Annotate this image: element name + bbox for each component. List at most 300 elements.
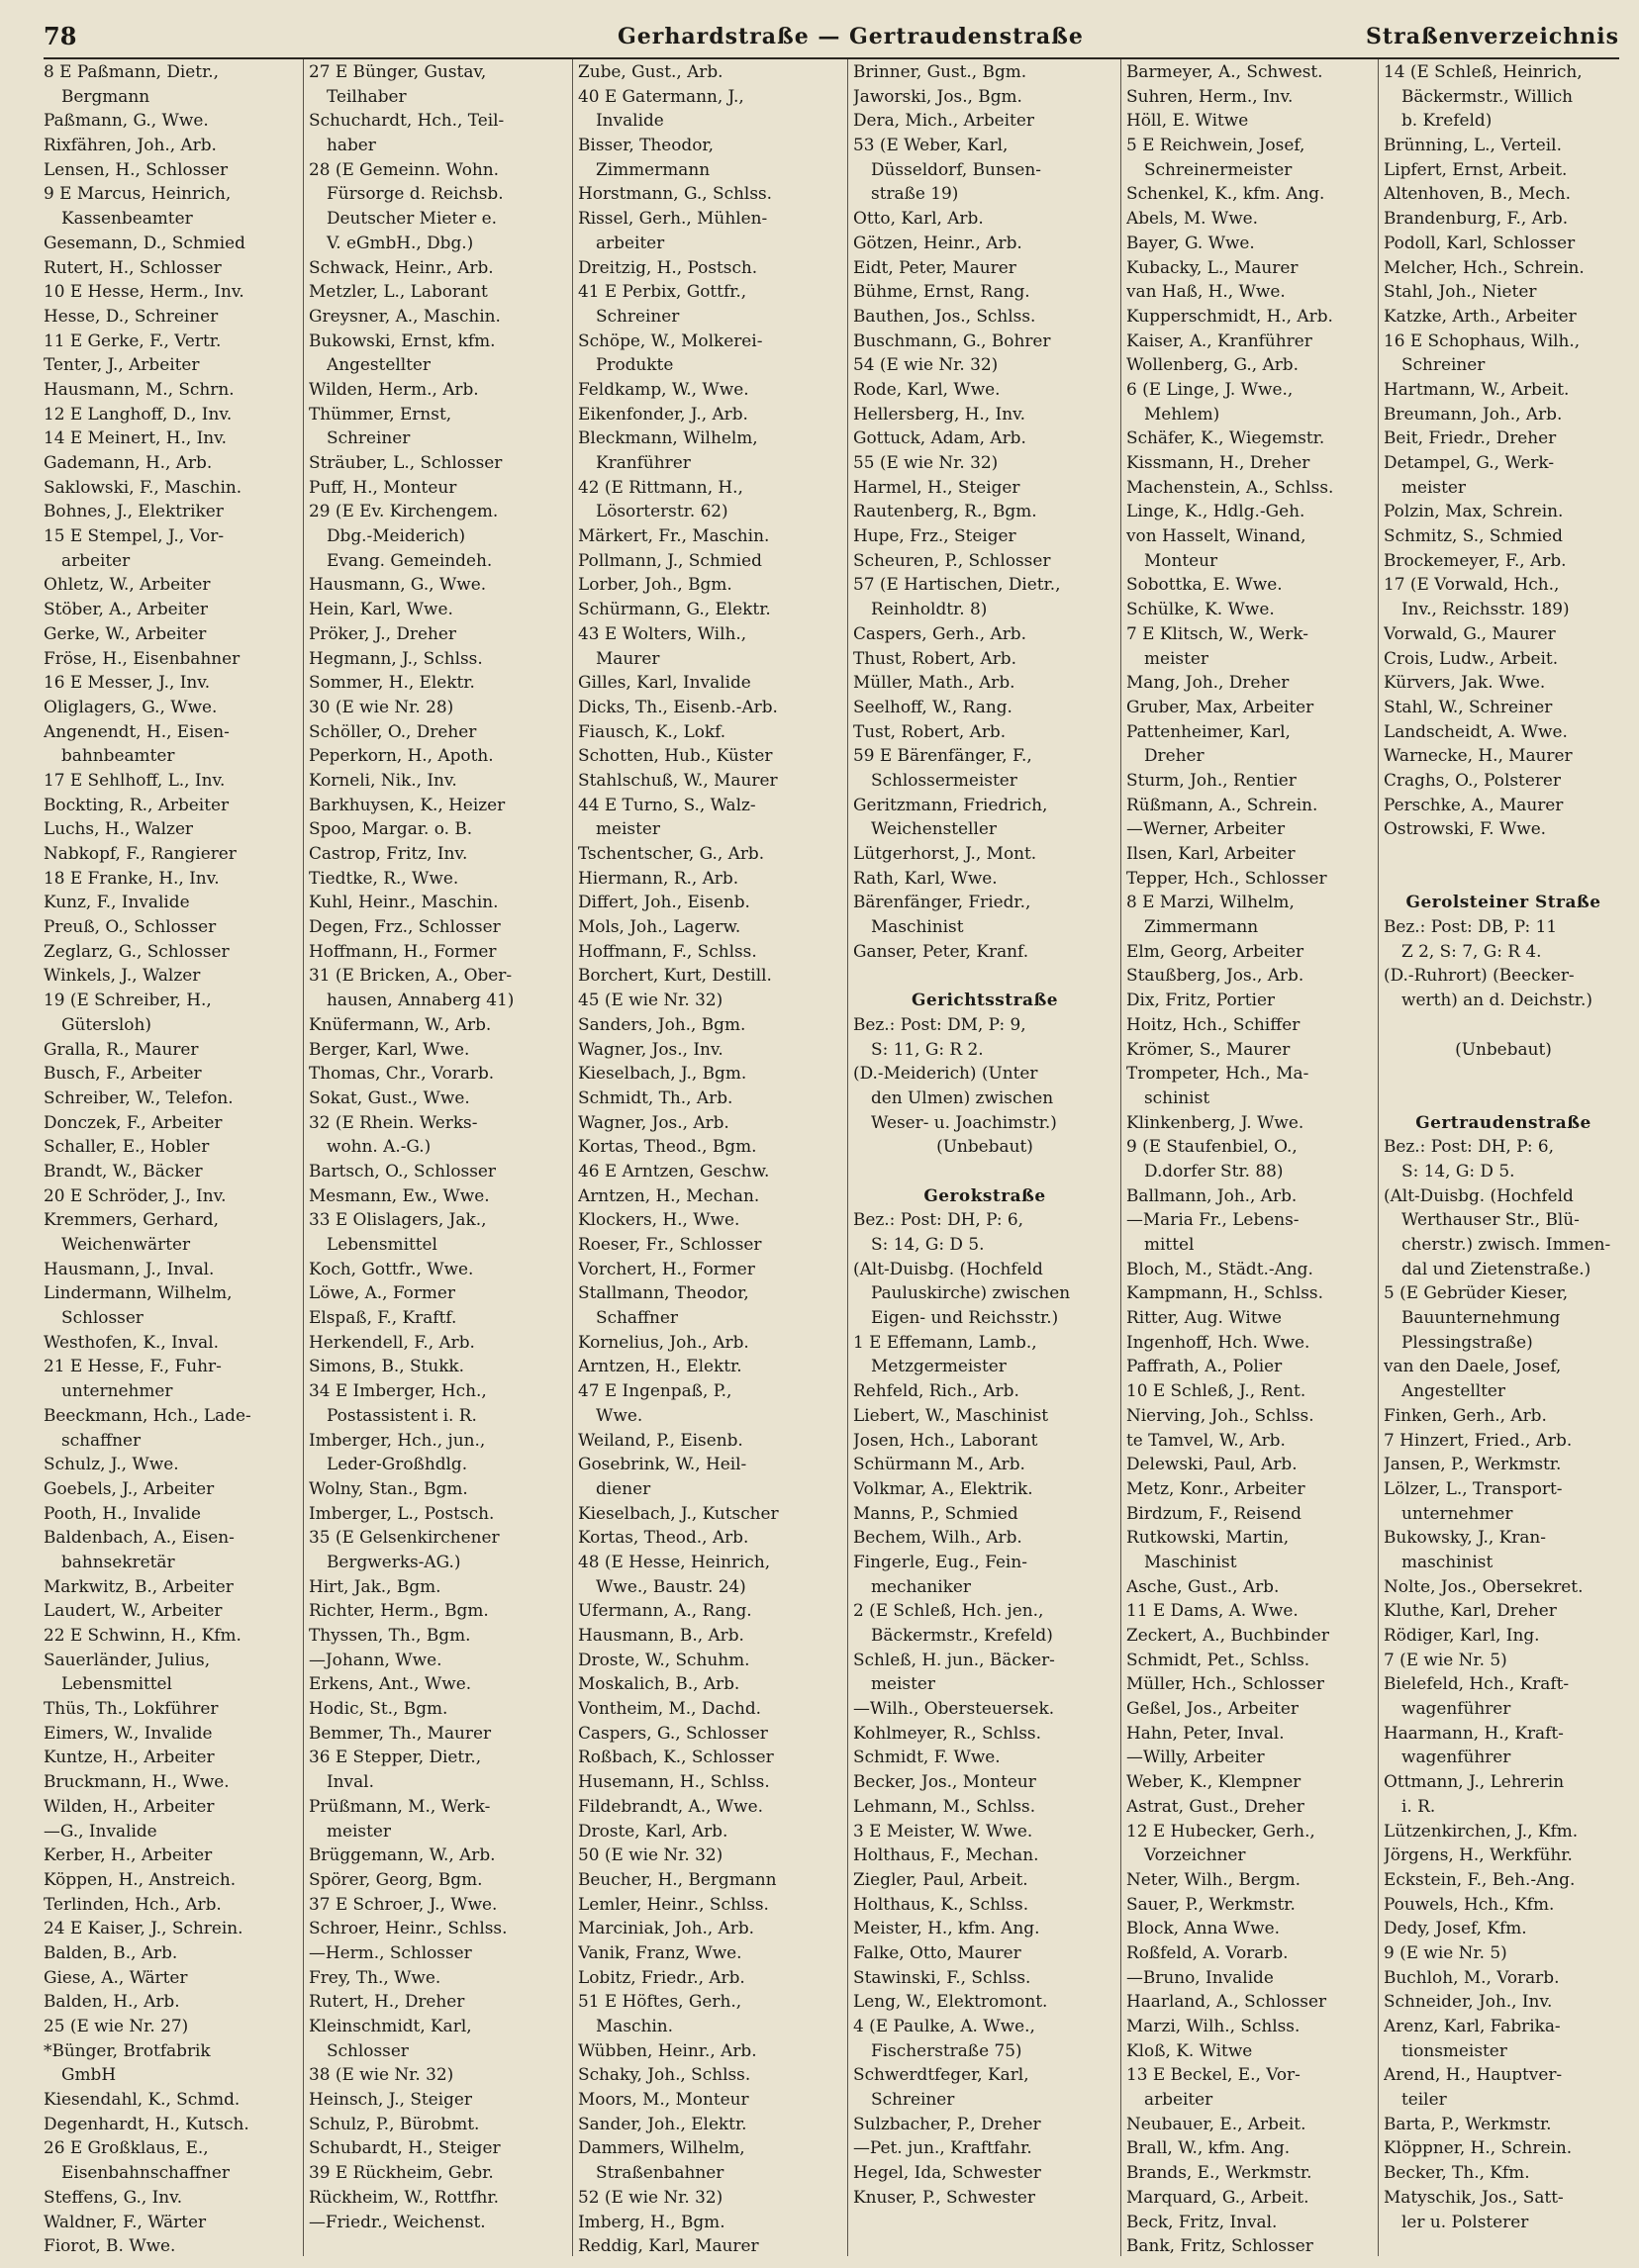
directory-entry: Brall, W., kfm. Ang. — [1126, 2137, 1291, 2158]
directory-entry: Bez.: Post: DM, P: 9, — [853, 1013, 1026, 1034]
directory-entry-continuation: maschinist — [1401, 1551, 1494, 1571]
directory-entry-continuation: Lebensmittel — [327, 1234, 437, 1254]
directory-entry: Bemmer, Th., Maurer — [309, 1722, 492, 1743]
directory-entry: Kloß, K. Witwe — [1126, 2039, 1253, 2060]
directory-entry: Vorchert, H., Former — [578, 1258, 755, 1278]
directory-entry: Lorber, Joh., Bgm. — [578, 574, 732, 595]
directory-entry: Bisser, Theodor, — [578, 135, 714, 155]
directory-entry: Gosebrink, W., Heil- — [578, 1454, 747, 1474]
directory-entry: Koch, Gottfr., Wwe. — [309, 1258, 474, 1278]
directory-entry-continuation: teiler — [1401, 2089, 1447, 2110]
directory-entry: Degenhardt, H., Kutsch. — [44, 2113, 249, 2133]
directory-entry: 39 E Rückheim, Gebr. — [309, 2162, 494, 2183]
directory-entry: Lölzer, L., Transport- — [1384, 1477, 1563, 1498]
directory-entry: 12 E Langhoff, D., Inv. — [44, 403, 233, 424]
directory-entry-continuation: Kranführer — [596, 452, 691, 472]
columns-container — [44, 59, 1623, 2256]
column-rule — [847, 59, 848, 2256]
directory-entry: Perschke, A., Maurer — [1384, 794, 1564, 814]
directory-entry: Schmitz, S., Schmied — [1384, 525, 1563, 546]
directory-entry: Kuhl, Heinr., Maschin. — [309, 892, 499, 912]
directory-entry: Landscheidt, A. Wwe. — [1384, 720, 1568, 741]
directory-entry-continuation: Bäckermstr., Krefeld) — [871, 1625, 1053, 1645]
directory-entry: Hoitz, Hch., Schiffer — [1126, 1013, 1301, 1034]
directory-entry-continuation: Postassistent i. R. — [327, 1404, 477, 1425]
directory-entry: 9 (E Staufenbiel, O., — [1126, 1136, 1298, 1157]
directory-entry: Hegmann, J., Schlss. — [309, 647, 483, 668]
directory-entry: 21 E Hesse, F., Fuhr- — [44, 1356, 222, 1376]
directory-entry: Arenz, Karl, Fabrika- — [1384, 2016, 1561, 2035]
column-rule — [303, 59, 304, 2256]
directory-entry-continuation: unternehmer — [1401, 1502, 1513, 1523]
directory-entry: Märkert, Fr., Maschin. — [578, 525, 770, 546]
directory-entry: Berger, Karl, Wwe. — [309, 1038, 470, 1059]
directory-entry: Hahn, Peter, Inval. — [1126, 1722, 1285, 1743]
directory-entry-continuation: Deutscher Mieter e. — [327, 208, 497, 229]
directory-entry-continuation: b. Krefeld) — [1401, 110, 1493, 131]
directory-entry: 17 (E Vorwald, Hch., — [1384, 574, 1560, 595]
directory-entry: 16 E Schophaus, Wilh., — [1384, 330, 1581, 350]
directory-entry: Schmidt, Pet., Schlss. — [1126, 1649, 1310, 1669]
directory-entry: Sauer, P., Werkmstr. — [1126, 1893, 1296, 1914]
directory-entry: Kürvers, Jak. Wwe. — [1384, 672, 1546, 693]
directory-entry: Bez.: Post: DH, P: 6, — [853, 1209, 1024, 1230]
directory-entry: Imberg, H., Bgm. — [578, 2211, 725, 2231]
directory-entry: Tiedtke, R., Wwe. — [309, 867, 459, 888]
directory-entry: Herkendell, F., Arb. — [309, 1331, 475, 1352]
directory-entry: Beeckmann, Hch., Lade- — [44, 1404, 251, 1425]
directory-entry: Kissmann, H., Dreher — [1126, 452, 1310, 472]
directory-entry: Arntzen, H., Mechan. — [578, 1184, 760, 1205]
directory-entry: Josen, Hch., Laborant — [853, 1429, 1038, 1450]
directory-entry: Weber, K., Klempner — [1126, 1771, 1302, 1792]
directory-entry: Reddig, Karl, Maurer — [578, 2235, 759, 2256]
directory-entry: Müller, Hch., Schlosser — [1126, 1673, 1324, 1694]
spacer — [853, 1159, 1116, 1183]
directory-entry: Schulz, J., Wwe. — [44, 1454, 179, 1474]
directory-entry: Sauerländer, Julius, — [44, 1649, 211, 1669]
directory-entry: Schuchardt, Hch., Teil- — [309, 110, 505, 131]
directory-entry: 47 E Ingenpaß, P., — [578, 1380, 732, 1401]
directory-entry: 7 (E wie Nr. 5) — [1384, 1649, 1507, 1669]
directory-entry-continuation: Maschinist — [1144, 1551, 1237, 1571]
directory-entry: Abels, M. Wwe. — [1126, 208, 1259, 229]
directory-entry: Roeser, Fr., Schlosser — [578, 1234, 762, 1254]
directory-entry: 48 (E Hesse, Heinrich, — [578, 1551, 771, 1571]
directory-entry: Gruber, Max, Arbeiter — [1126, 696, 1314, 716]
directory-entry: Rixfähren, Joh., Arb. — [44, 135, 217, 155]
directory-entry: Schubardt, H., Steiger — [309, 2137, 501, 2158]
column-rule — [572, 59, 573, 2256]
directory-entry: Hausmann, G., Wwe. — [309, 574, 487, 595]
directory-entry: 1 E Effemann, Lamb., — [853, 1331, 1037, 1352]
directory-entry: Linge, K., Hdlg.-Geh. — [1126, 501, 1305, 521]
directory-entry-continuation: hausen, Annaberg 41) — [327, 990, 515, 1010]
directory-entry: Thüs, Th., Lokführer — [44, 1698, 219, 1719]
directory-entry: te Tamvel, W., Arb. — [1126, 1429, 1286, 1450]
directory-entry-continuation: meister — [871, 1673, 935, 1694]
directory-entry: Lützenkirchen, J., Kfm. — [1384, 1820, 1579, 1841]
column-3 — [578, 59, 843, 2256]
directory-entry: 30 (E wie Nr. 28) — [309, 696, 454, 716]
directory-entry-continuation: diener — [596, 1477, 651, 1498]
directory-entry: Hein, Karl, Wwe. — [309, 599, 453, 619]
directory-entry: Horstmann, G., Schlss. — [578, 183, 773, 204]
directory-entry: Schwerdtfeger, Karl, — [853, 2064, 1029, 2085]
street-heading: Gertraudenstraße — [1415, 1111, 1591, 1132]
directory-entry-continuation: Mehlem) — [1144, 403, 1220, 424]
directory-entry: 17 E Sehlhoff, L., Inv. — [44, 769, 226, 790]
directory-entry-continuation: Weichensteller — [871, 818, 997, 839]
directory-entry: 4 (E Paulke, A. Wwe., — [853, 2016, 1035, 2035]
directory-entry: 26 E Großklaus, E., — [44, 2137, 209, 2158]
directory-entry: Sander, Joh., Elektr. — [578, 2113, 747, 2133]
running-title: Gerhardstraße — Gertraudenstraße — [618, 24, 1084, 49]
column-rule — [1120, 59, 1121, 2256]
directory-entry: Bärenfänger, Friedr., — [853, 892, 1031, 912]
directory-entry: Hegel, Ida, Schwester — [853, 2162, 1041, 2183]
directory-entry: Bielefeld, Hch., Kraft- — [1384, 1673, 1570, 1694]
directory-entry: Fröse, H., Eisenbahner — [44, 647, 241, 668]
directory-entry: 9 (E wie Nr. 5) — [1384, 1941, 1507, 1962]
directory-entry: Falke, Otto, Maurer — [853, 1941, 1021, 1962]
directory-entry: van den Daele, Josef, — [1384, 1356, 1562, 1376]
directory-entry: Bohnes, J., Elektriker — [44, 501, 224, 521]
directory-entry: Puff, H., Monteur — [309, 476, 457, 497]
directory-entry-continuation: Zimmermann — [1144, 916, 1259, 937]
directory-entry: Rückheim, W., Rottfhr. — [309, 2186, 500, 2207]
directory-entry: Erkens, Ant., Wwe. — [309, 1673, 472, 1694]
directory-entry: Buchloh, M., Vorarb. — [1384, 1966, 1560, 1987]
directory-entry-continuation: GmbH — [61, 2064, 117, 2085]
directory-entry: Markwitz, B., Arbeiter — [44, 1575, 234, 1596]
directory-entry: Götzen, Heinr., Arb. — [853, 232, 1022, 252]
directory-entry: 10 E Schleß, J., Rent. — [1126, 1380, 1306, 1401]
directory-entry: Luchs, H., Walzer — [44, 818, 194, 839]
directory-entry: Matyschik, Jos., Satt- — [1384, 2186, 1564, 2207]
directory-entry-continuation: Wwe., Baustr. 24) — [596, 1575, 746, 1596]
directory-entry: Schaller, E., Hobler — [44, 1136, 210, 1157]
directory-entry: Marzi, Wilh., Schlss. — [1126, 2016, 1301, 2035]
directory-entry-continuation: Weichenwärter — [61, 1234, 191, 1254]
directory-entry: Dix, Fritz, Portier — [1126, 990, 1276, 1010]
directory-entry-continuation: wagenführer — [1401, 1747, 1511, 1767]
directory-entry: Altenhoven, B., Mech. — [1384, 183, 1571, 204]
street-note: (Unbebaut) — [1455, 1038, 1552, 1059]
directory-entry-continuation: Maschinist — [871, 916, 964, 937]
directory-entry: *Bünger, Brotfabrik — [44, 2039, 211, 2060]
directory-entry: Schroer, Heinr., Schlss. — [309, 1918, 508, 1938]
directory-entry: Löwe, A., Former — [309, 1282, 456, 1303]
directory-entry: Gottuck, Adam, Arb. — [853, 427, 1026, 448]
directory-entry: Balden, B., Arb. — [44, 1941, 178, 1962]
directory-entry: Thomas, Chr., Vorarb. — [309, 1063, 495, 1084]
directory-entry: Eidt, Peter, Maurer — [853, 256, 1016, 277]
directory-entry: Brockemeyer, F., Arb. — [1384, 549, 1567, 570]
directory-entry: Klöppner, H., Schrein. — [1384, 2137, 1573, 2158]
directory-entry: Neubauer, E., Arbeit. — [1126, 2113, 1306, 2133]
directory-entry: Hausmann, J., Inval. — [44, 1258, 215, 1278]
directory-entry: Kornelius, Joh., Arb. — [578, 1331, 749, 1352]
directory-entry: Schotten, Hub., Küster — [578, 745, 773, 766]
directory-entry: Knuser, P., Schwester — [853, 2186, 1035, 2207]
directory-entry: Gilles, Karl, Invalide — [578, 672, 751, 693]
directory-entry: Hausmann, B., Arb. — [578, 1625, 744, 1645]
directory-entry: Suhren, Herm., Inv. — [1126, 85, 1294, 106]
directory-entry: Gralla, R., Maurer — [44, 1038, 199, 1059]
directory-entry: 34 E Imberger, Hch., — [309, 1380, 487, 1401]
directory-entry: Rautenberg, R., Bgm. — [853, 501, 1037, 521]
directory-entry: Bukowski, Ernst, kfm. — [309, 330, 496, 350]
directory-entry: Schöpe, W., Molkerei- — [578, 330, 763, 350]
directory-entry: Winkels, J., Walzer — [44, 965, 201, 986]
directory-entry: Crois, Ludw., Arbeit. — [1384, 647, 1559, 668]
directory-entry: Schleß, H. jun., Bäcker- — [853, 1649, 1055, 1669]
directory-entry: Breumann, Joh., Arb. — [1384, 403, 1563, 424]
directory-entry: Rutert, H., Dreher — [309, 1991, 465, 2012]
directory-entry-continuation: bahnbeamter — [61, 745, 175, 766]
directory-entry: Katzke, Arth., Arbeiter — [1384, 305, 1577, 326]
section-title: Straßenverzeichnis — [1366, 24, 1619, 49]
directory-entry: Lipfert, Ernst, Arbeit. — [1384, 158, 1568, 179]
directory-entry-continuation: Düsseldorf, Bunsen- — [871, 158, 1042, 179]
directory-entry: Barmeyer, A., Schwest. — [1126, 61, 1323, 81]
directory-entry: Holthaus, F., Mechan. — [853, 1844, 1039, 1865]
directory-entry: 37 E Schroer, J., Wwe. — [309, 1893, 498, 1914]
directory-entry: Schneider, Joh., Inv. — [1384, 1991, 1553, 2012]
directory-entry: Nabkopf, F., Rangierer — [44, 843, 237, 863]
directory-entry: (D.-Meiderich) (Unter — [853, 1063, 1038, 1084]
directory-entry: Müller, Math., Arb. — [853, 672, 1015, 693]
directory-entry: —Maria Fr., Lebens- — [1126, 1209, 1300, 1230]
directory-entry: 2 (E Schleß, Hch. jen., — [853, 1600, 1044, 1621]
directory-entry: Greysner, A., Maschin. — [309, 305, 501, 326]
directory-entry: Asche, Gust., Arb. — [1126, 1575, 1280, 1596]
directory-entry-continuation: Dreher — [1144, 745, 1205, 766]
directory-entry: Paßmann, G., Wwe. — [44, 110, 209, 131]
directory-entry: Birdzum, F., Reisend — [1126, 1502, 1302, 1523]
directory-entry: Brinner, Gust., Bgm. — [853, 61, 1027, 81]
directory-entry: 33 E Olislagers, Jak., — [309, 1209, 487, 1230]
directory-entry: Schaky, Joh., Schlss. — [578, 2064, 751, 2085]
directory-entry: Kerber, H., Arbeiter — [44, 1844, 213, 1865]
directory-entry: Mols, Joh., Lagerw. — [578, 916, 741, 937]
directory-entry: Marquard, G., Arbeit. — [1126, 2186, 1309, 2207]
directory-entry-continuation: Schlosser — [61, 1307, 144, 1328]
directory-entry: Zeglarz, G., Schlosser — [44, 940, 230, 961]
directory-entry-continuation: Werthauser Str., Blü- — [1401, 1209, 1580, 1230]
directory-entry: Mesmann, Ew., Wwe. — [309, 1184, 490, 1205]
directory-entry-continuation: Schlossermeister — [871, 769, 1017, 790]
directory-entry: Sulzbacher, P., Dreher — [853, 2113, 1041, 2133]
directory-entry-continuation: Weser- u. Joachimstr.) — [871, 1111, 1057, 1132]
directory-entry: 38 (E wie Nr. 32) — [309, 2064, 454, 2085]
directory-entry: Lobitz, Friedr., Arb. — [578, 1966, 745, 1987]
directory-entry: 46 E Arntzen, Geschw. — [578, 1160, 770, 1181]
directory-entry: Pooth, H., Invalide — [44, 1502, 202, 1523]
directory-entry: Craghs, O., Polsterer — [1384, 769, 1561, 790]
directory-entry: Balden, H., Arb. — [44, 1991, 180, 2012]
directory-entry-continuation: haber — [327, 135, 376, 155]
directory-entry: Tepper, Hch., Schlosser — [1126, 867, 1327, 888]
directory-entry: Bockting, R., Arbeiter — [44, 794, 230, 814]
directory-entry: Becker, Jos., Monteur — [853, 1771, 1036, 1792]
directory-entry: 40 E Gatermann, J., — [578, 85, 744, 106]
directory-entry: Dreitzig, H., Postsch. — [578, 256, 758, 277]
directory-entry: Thyssen, Th., Bgm. — [309, 1625, 471, 1645]
directory-entry: Kieselbach, J., Bgm. — [578, 1063, 747, 1084]
directory-entry: Delewski, Paul, Arb. — [1126, 1454, 1298, 1474]
directory-entry-continuation: Invalide — [596, 110, 664, 131]
directory-entry: Fildebrandt, A., Wwe. — [578, 1795, 763, 1816]
directory-entry: Stöber, A., Arbeiter — [44, 599, 208, 619]
directory-entry: 12 E Hubecker, Gerh., — [1126, 1820, 1315, 1841]
directory-entry-continuation: Z 2, S: 7, G: R 4. — [1401, 940, 1542, 961]
directory-entry-continuation: Maurer — [596, 647, 660, 668]
directory-entry-continuation: Eisenbahnschaffner — [61, 2162, 230, 2183]
directory-entry: Rutert, H., Schlosser — [44, 256, 222, 277]
directory-entry: Dammers, Wilhelm, — [578, 2137, 745, 2158]
directory-entry-continuation: meister — [1401, 476, 1466, 497]
directory-entry: Droste, Karl, Arb. — [578, 1820, 728, 1841]
directory-entry: 20 E Schröder, J., Inv. — [44, 1184, 227, 1205]
directory-entry: Sobottka, E. Wwe. — [1126, 574, 1283, 595]
directory-entry: Simons, B., Stukk. — [309, 1356, 465, 1376]
directory-entry: Höll, E. Witwe — [1126, 110, 1249, 131]
directory-entry-continuation: meister — [1144, 647, 1208, 668]
directory-entry: Spörer, Georg, Bgm. — [309, 1868, 483, 1889]
directory-entry-continuation: Schreiner — [327, 427, 411, 448]
directory-entry: Sokat, Gust., Wwe. — [309, 1087, 470, 1107]
directory-entry: Schreiber, W., Telefon. — [44, 1087, 234, 1107]
page-header — [44, 18, 1619, 59]
spacer — [853, 963, 1116, 988]
directory-entry: Saklowski, F., Maschin. — [44, 476, 242, 497]
directory-entry: Bechem, Wilh., Arb. — [853, 1527, 1022, 1548]
directory-entry: Stahl, W., Schreiner — [1384, 696, 1553, 716]
directory-entry: Imberger, Hch., jun., — [309, 1429, 486, 1450]
directory-entry-continuation: arbeiter — [596, 232, 665, 252]
directory-entry: Barkhuysen, K., Heizer — [309, 794, 506, 814]
directory-entry: 15 E Stempel, J., Vor- — [44, 525, 225, 546]
directory-entry: Klinkenberg, J. Wwe. — [1126, 1111, 1304, 1132]
directory-entry-continuation: Schaffner — [596, 1307, 678, 1328]
directory-entry: Fiausch, K., Lokf. — [578, 720, 726, 741]
directory-entry: Vorwald, G., Maurer — [1384, 622, 1556, 643]
directory-entry: Kupperschmidt, H., Arb. — [1126, 305, 1333, 326]
directory-entry: Köppen, H., Anstreich. — [44, 1868, 237, 1889]
directory-entry: 35 (E Gelsenkirchener — [309, 1527, 500, 1548]
directory-entry-continuation: Inval. — [327, 1771, 374, 1792]
directory-entry-continuation: Bäckermstr., Willich — [1401, 85, 1574, 106]
directory-entry: Bruckmann, H., Wwe. — [44, 1771, 230, 1792]
directory-entry: Dedy, Josef, Kfm. — [1384, 1918, 1527, 1938]
directory-entry: 16 E Messer, J., Inv. — [44, 672, 211, 693]
directory-entry: Wagner, Jos., Inv. — [578, 1038, 723, 1059]
directory-entry: Machenstein, A., Schlss. — [1126, 476, 1334, 497]
directory-entry: Melcher, Hch., Schrein. — [1384, 256, 1585, 277]
directory-entry: Haarmann, H., Kraft- — [1384, 1722, 1564, 1743]
directory-entry: Liebert, W., Maschinist — [853, 1404, 1049, 1425]
directory-entry: 57 (E Hartischen, Dietr., — [853, 574, 1061, 595]
directory-entry: Pouwels, Hch., Kfm. — [1384, 1893, 1555, 1914]
directory-entry: —Johann, Wwe. — [309, 1649, 442, 1669]
column-6 — [1384, 59, 1623, 2256]
directory-entry: 7 E Klitsch, W., Werk- — [1126, 622, 1308, 643]
directory-entry: Podoll, Karl, Schlosser — [1384, 232, 1576, 252]
directory-entry: Jörgens, H., Werkführ. — [1384, 1844, 1573, 1865]
directory-entry: Wagner, Jos., Arb. — [578, 1111, 729, 1132]
directory-entry: 55 (E wie Nr. 32) — [853, 452, 999, 472]
directory-entry: 27 E Bünger, Gustav, — [309, 61, 487, 81]
directory-entry-continuation: Vorzeichner — [1144, 1844, 1246, 1865]
directory-entry: 14 (E Schleß, Heinrich, — [1384, 61, 1583, 81]
directory-entry-continuation: Metzgermeister — [871, 1356, 1007, 1376]
directory-entry: Astrat, Gust., Dreher — [1126, 1795, 1304, 1816]
directory-entry: Seelhoff, W., Rang. — [853, 696, 1012, 716]
directory-entry-continuation: Teilhaber — [327, 85, 407, 106]
directory-entry: Terlinden, Hch., Arb. — [44, 1893, 222, 1914]
directory-entry: 28 (E Gemeinn. Wohn. — [309, 158, 500, 179]
directory-entry: Elm, Georg, Arbeiter — [1126, 940, 1304, 961]
directory-entry: Kaiser, A., Kranführer — [1126, 330, 1312, 350]
directory-entry: Schöller, O., Dreher — [309, 720, 477, 741]
directory-entry: Giese, A., Wärter — [44, 1966, 188, 1987]
directory-entry-continuation: Evang. Gemeindeh. — [327, 549, 493, 570]
directory-entry: Kleinschmidt, Karl, — [309, 2016, 472, 2035]
directory-entry: (D.-Ruhrort) (Beecker- — [1384, 965, 1575, 986]
directory-entry-continuation: dal und Zietenstraße.) — [1401, 1258, 1591, 1278]
directory-entry-continuation: Schreiner — [1401, 354, 1486, 375]
directory-entry-continuation: straße 19) — [871, 183, 959, 204]
directory-entry-continuation: Schlosser — [327, 2039, 409, 2060]
directory-entry: 31 (E Bricken, A., Ober- — [309, 965, 513, 986]
directory-entry: Roßfeld, A. Vorarb. — [1126, 1941, 1289, 1962]
directory-entry: Pollmann, J., Schmied — [578, 549, 762, 570]
directory-entry: Krömer, S., Maurer — [1126, 1038, 1291, 1059]
directory-entry: 36 E Stepper, Dietr., — [309, 1747, 482, 1767]
directory-entry: Hausmann, M., Schrn. — [44, 378, 235, 399]
directory-entry: 22 E Schwinn, H., Kfm. — [44, 1625, 241, 1645]
directory-entry: Bez.: Post: DH, P: 6, — [1384, 1136, 1555, 1157]
directory-entry: Pattenheimer, Karl, — [1126, 720, 1291, 741]
directory-entry: Nierving, Joh., Schlss. — [1126, 1404, 1314, 1425]
directory-entry: Hirt, Jak., Bgm. — [309, 1575, 441, 1596]
directory-entry: Laudert, W., Arbeiter — [44, 1600, 223, 1621]
street-heading: Gerokstraße — [923, 1184, 1046, 1205]
directory-entry: Jaworski, Jos., Bgm. — [853, 85, 1022, 106]
directory-entry-continuation: wagenführer — [1401, 1698, 1511, 1719]
directory-entry-continuation: Bergwerks-AG.) — [327, 1551, 461, 1571]
directory-entry-continuation: mechaniker — [871, 1575, 972, 1596]
directory-entry: Bleckmann, Wilhelm, — [578, 427, 758, 448]
directory-entry: Stahl, Joh., Nieter — [1384, 281, 1537, 302]
directory-entry: Kortas, Theod., Bgm. — [578, 1136, 757, 1157]
directory-entry-continuation: meister — [327, 1820, 391, 1841]
directory-entry: Tschentscher, G., Arb. — [578, 843, 765, 863]
directory-entry: Donczek, F., Arbeiter — [44, 1111, 223, 1132]
directory-entry: Bez.: Post: DB, P: 11 — [1384, 916, 1558, 937]
directory-entry: Caspers, G., Schlosser — [578, 1722, 768, 1743]
directory-entry: Eikenfonder, J., Arb. — [578, 403, 748, 424]
directory-entry: Warnecke, H., Maurer — [1384, 745, 1573, 766]
directory-entry: Haarland, A., Schlosser — [1126, 1991, 1327, 2012]
directory-entry: Ottmann, J., Lehrerin — [1384, 1771, 1565, 1792]
directory-entry: Neter, Wilh., Bergm. — [1126, 1868, 1302, 1889]
directory-entry-continuation: Gütersloh) — [61, 1013, 151, 1034]
directory-entry-continuation: mittel — [1144, 1234, 1195, 1254]
directory-entry: Stawinski, F., Schlss. — [853, 1966, 1031, 1987]
